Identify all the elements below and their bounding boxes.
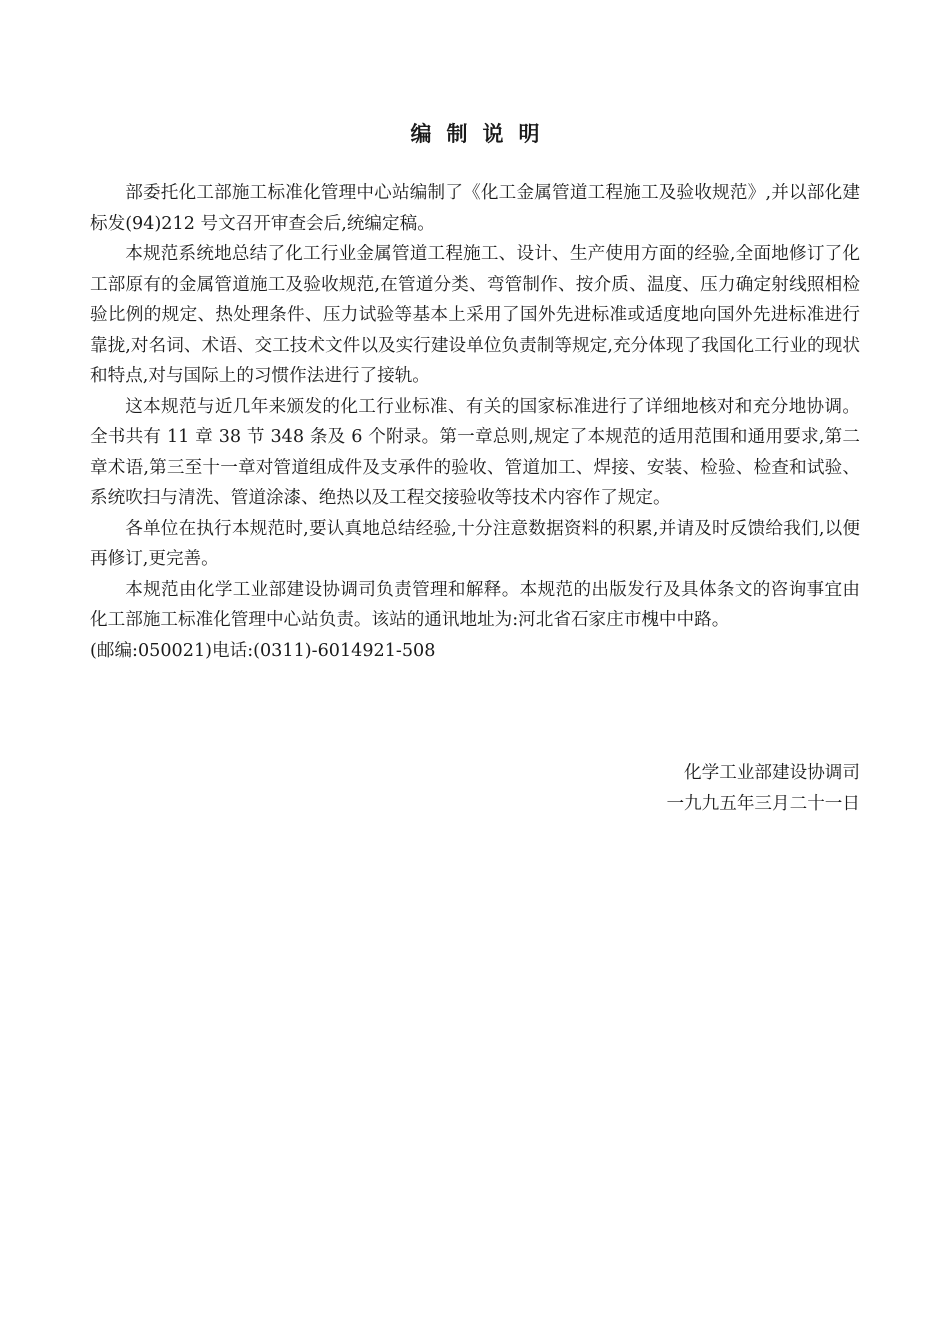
signature-block xyxy=(666,758,860,819)
paragraph-4: 各单位在执行本规范时,要认真地总结经验,十分注意数据资料的积累,并请及时反馈给我们,以便再修订,更完善。 xyxy=(90,518,860,569)
paragraph-5: 本规范由化学工业部建设协调司负责管理和解释。本规范的出版发行及具体条文的咨询事宜由化工部施工标准化管理中心站负责。该站的通讯地址为:河北省石家庄市槐中中路。 xyxy=(90,579,860,630)
signature-organization: 化学工业部建设协调司 xyxy=(684,763,860,783)
page-title: 编制说明 xyxy=(410,121,555,146)
document-page xyxy=(90,0,860,1344)
paragraph-3: 这本规范与近几年来颁发的化工行业标准、有关的国家标准进行了详细地核对和充分地协调。全书共有 11 章 38 节 348 条及 6 个附录。第一章总则,规定了本规范的适用范围和通用要求,第二章术语,第三至十一章对管道组成件及支承件的验收、管道加工、焊接、安装、检验、检查和试验、系统吹扫与清洗、管道涂漆、绝热以及工程交接验收等技术内容作了规定。 xyxy=(90,396,860,508)
document-body xyxy=(90,178,860,666)
paragraph-2: 本规范系统地总结了化工行业金属管道工程施工、设计、生产使用方面的经验,全面地修订了化工部原有的金属管道施工及验收规范,在管道分类、弯管制作、按介质、温度、压力确定射线照相检验比例的规定、热处理条件、压力试验等基本上采用了国外先进标准或适度地向国外先进标准进行靠拢,对名词、术语、交工技术文件以及实行建设单位负责制等规定,充分体现了我国化工行业的现状和特点,对与国际上的习惯作法进行了接轨。 xyxy=(90,244,860,386)
contact-line: (邮编:050021)电话:(0311)-6014921-508 xyxy=(90,640,436,661)
paragraph-1: 部委托化工部施工标准化管理中心站编制了《化工金属管道工程施工及验收规范》,并以部化建标发(94)212 号文召开审查会后,统编定稿。 xyxy=(90,183,860,234)
signature-date: 一九九五年三月二十一日 xyxy=(666,793,860,814)
